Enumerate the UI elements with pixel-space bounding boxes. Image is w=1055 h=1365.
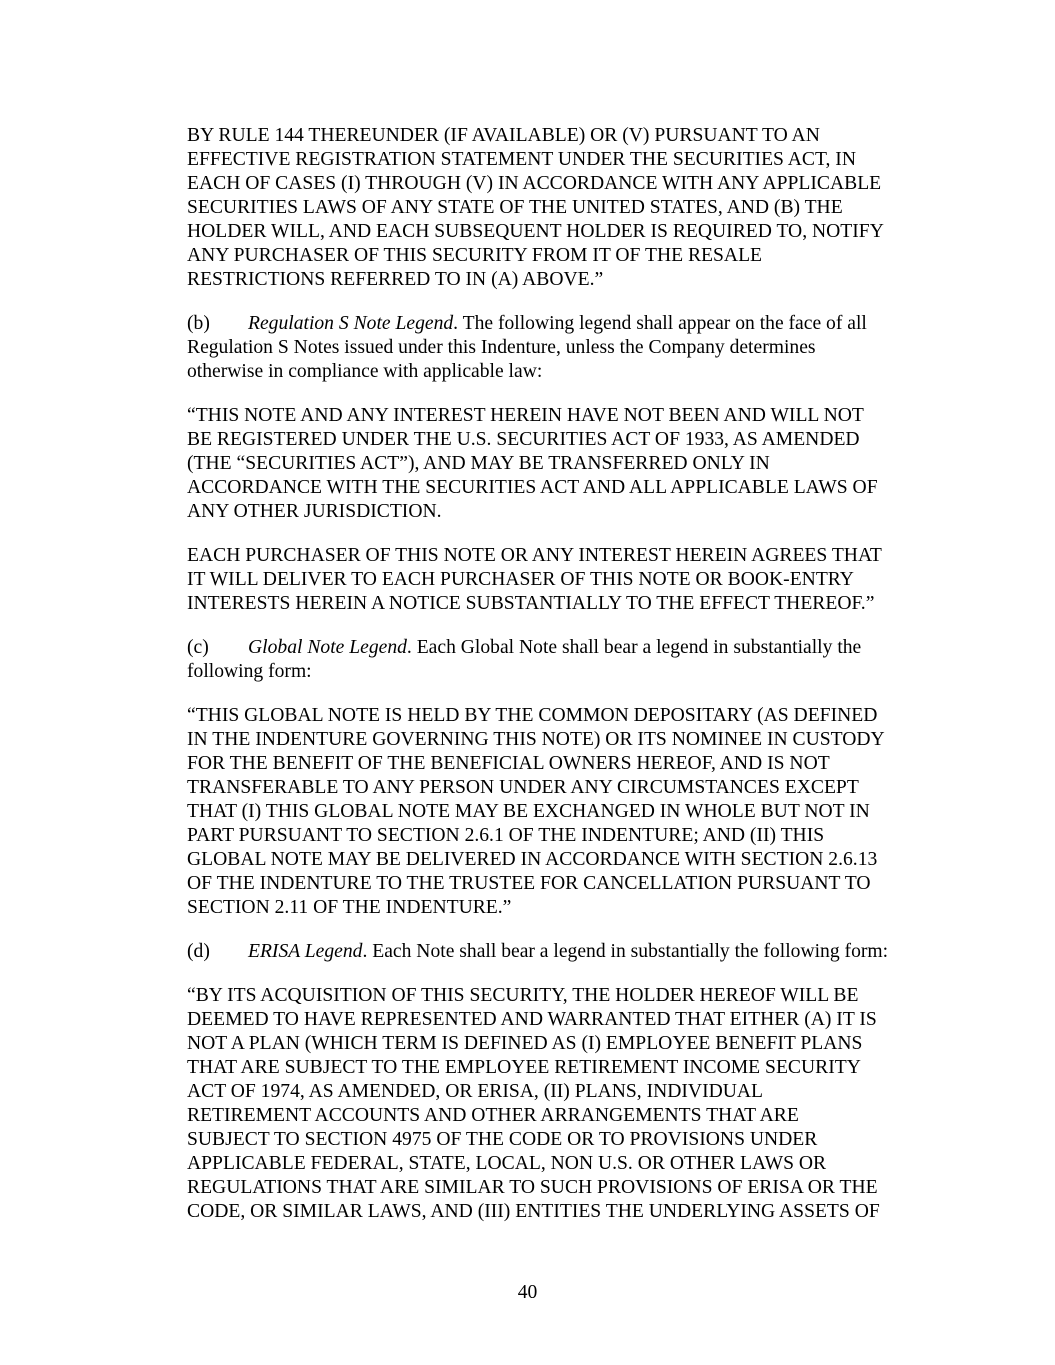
text-line: “THIS GLOBAL NOTE IS HELD BY THE COMMON DEPOSITARY (AS DEFINED (187, 705, 878, 726)
text-line: IN THE INDENTURE GOVERNING THIS NOTE) OR ITS NOMINEE IN CUSTODY (187, 729, 885, 750)
text-line: EACH OF CASES (I) THROUGH (V) IN ACCORDANCE WITH ANY APPLICABLE (187, 173, 882, 194)
text-line: CODE, OR SIMILAR LAWS, AND (III) ENTITIES THE UNDERLYING ASSETS OF (187, 1201, 880, 1222)
text-line: “THIS NOTE AND ANY INTEREST HEREIN HAVE NOT BEEN AND WILL NOT (187, 405, 864, 426)
text-line: TRANSFERABLE TO ANY PERSON UNDER ANY CIRCUMSTANCES EXCEPT (187, 777, 859, 798)
regulation-s-legend-paragraph (187, 404, 947, 524)
text-line: APPLICABLE FEDERAL, STATE, LOCAL, NON U.S. OR OTHER LAWS OR (187, 1153, 827, 1174)
section-label: (d) (187, 941, 210, 962)
section-c-paragraph (187, 636, 947, 684)
text-line: ACCORDANCE WITH THE SECURITIES ACT AND ALL APPLICABLE LAWS OF (187, 477, 878, 498)
section-title: Regulation S Note Legend (248, 313, 454, 334)
text-line: ACT OF 1974, AS AMENDED, OR ERISA, (II) PLANS, INDIVIDUAL (187, 1081, 764, 1102)
text-line: RETIREMENT ACCOUNTS AND OTHER ARRANGEMENTS THAT ARE (187, 1105, 799, 1126)
text-line: FOR THE BENEFIT OF THE BENEFICIAL OWNERS HEREOF, AND IS NOT (187, 753, 830, 774)
text-fragment: . Each Global Note shall bear a legend in substantially the (406, 637, 862, 658)
text-line: EACH PURCHASER OF THIS NOTE OR ANY INTEREST HEREIN AGREES THAT (187, 545, 882, 566)
text-line: PART PURSUANT TO SECTION 2.6.1 OF THE INDENTURE; AND (II) THIS (187, 825, 825, 846)
legend-continuation-paragraph (187, 124, 947, 292)
text-line: BE REGISTERED UNDER THE U.S. SECURITIES ACT OF 1933, AS AMENDED (187, 429, 860, 450)
text-line: GLOBAL NOTE MAY BE DELIVERED IN ACCORDANCE WITH SECTION 2.6.13 (187, 849, 878, 870)
text-fragment: . The following legend shall appear on the face of all (453, 313, 867, 334)
purchaser-notice-paragraph (187, 544, 947, 616)
erisa-legend-paragraph (187, 984, 947, 1224)
text-line: “BY ITS ACQUISITION OF THIS SECURITY, THE HOLDER HEREOF WILL BE (187, 985, 859, 1006)
section-label: (c) (187, 637, 209, 658)
global-note-legend-paragraph (187, 704, 947, 920)
text-line: OF THE INDENTURE TO THE TRUSTEE FOR CANCELLATION PURSUANT TO (187, 873, 871, 894)
section-title: Global Note Legend (248, 637, 407, 658)
text-line: THAT ARE SUBJECT TO THE EMPLOYEE RETIREMENT INCOME SECURITY (187, 1057, 861, 1078)
text-line: SUBJECT TO SECTION 4975 OF THE CODE OR TO PROVISIONS UNDER (187, 1129, 818, 1150)
section-d-paragraph (187, 940, 947, 964)
section-b-heading-line (187, 312, 947, 336)
text-line: ANY OTHER JURISDICTION. (187, 501, 442, 522)
text-line: INTERESTS HEREIN A NOTICE SUBSTANTIALLY TO THE EFFECT THEREOF.” (187, 593, 875, 614)
section-label: (b) (187, 313, 210, 334)
text-line: THAT (I) THIS GLOBAL NOTE MAY BE EXCHANGED IN WHOLE BUT NOT IN (187, 801, 870, 822)
text-line: BY RULE 144 THEREUNDER (IF AVAILABLE) OR (V) PURSUANT TO AN (187, 125, 820, 146)
text-line: IT WILL DELIVER TO EACH PURCHASER OF THIS NOTE OR BOOK-ENTRY (187, 569, 854, 590)
section-d-heading-line (187, 940, 947, 964)
section-b-paragraph (187, 312, 947, 384)
text-line: RESTRICTIONS REFERRED TO IN (A) ABOVE.” (187, 269, 604, 290)
section-title: ERISA Legend (248, 941, 363, 962)
page-number: 40 (517, 1282, 538, 1303)
section-c-heading-line (187, 636, 947, 660)
text-line: Regulation S Notes issued under this Indenture, unless the Company determines (187, 337, 816, 358)
text-line: DEEMED TO HAVE REPRESENTED AND WARRANTED THAT EITHER (A) IT IS (187, 1009, 877, 1030)
text-line: otherwise in compliance with applicable law: (187, 361, 543, 382)
text-line: EFFECTIVE REGISTRATION STATEMENT UNDER THE SECURITIES ACT, IN (187, 149, 856, 170)
text-line: NOT A PLAN (WHICH TERM IS DEFINED AS (I) EMPLOYEE BENEFIT PLANS (187, 1033, 863, 1054)
document-body (187, 124, 947, 1244)
text-line: (THE “SECURITIES ACT”), AND MAY BE TRANSFERRED ONLY IN (187, 453, 770, 474)
text-line: SECTION 2.11 OF THE INDENTURE.” (187, 897, 512, 918)
text-fragment: . Each Note shall bear a legend in substantially the following form: (362, 941, 889, 962)
text-line: HOLDER WILL, AND EACH SUBSEQUENT HOLDER IS REQUIRED TO, NOTIFY (187, 221, 884, 242)
text-line: following form: (187, 661, 312, 682)
text-line: SECURITIES LAWS OF ANY STATE OF THE UNITED STATES, AND (B) THE (187, 197, 843, 218)
text-line: ANY PURCHASER OF THIS SECURITY FROM IT OF THE RESALE (187, 245, 763, 266)
text-line: REGULATIONS THAT ARE SIMILAR TO SUCH PROVISIONS OF ERISA OR THE (187, 1177, 878, 1198)
